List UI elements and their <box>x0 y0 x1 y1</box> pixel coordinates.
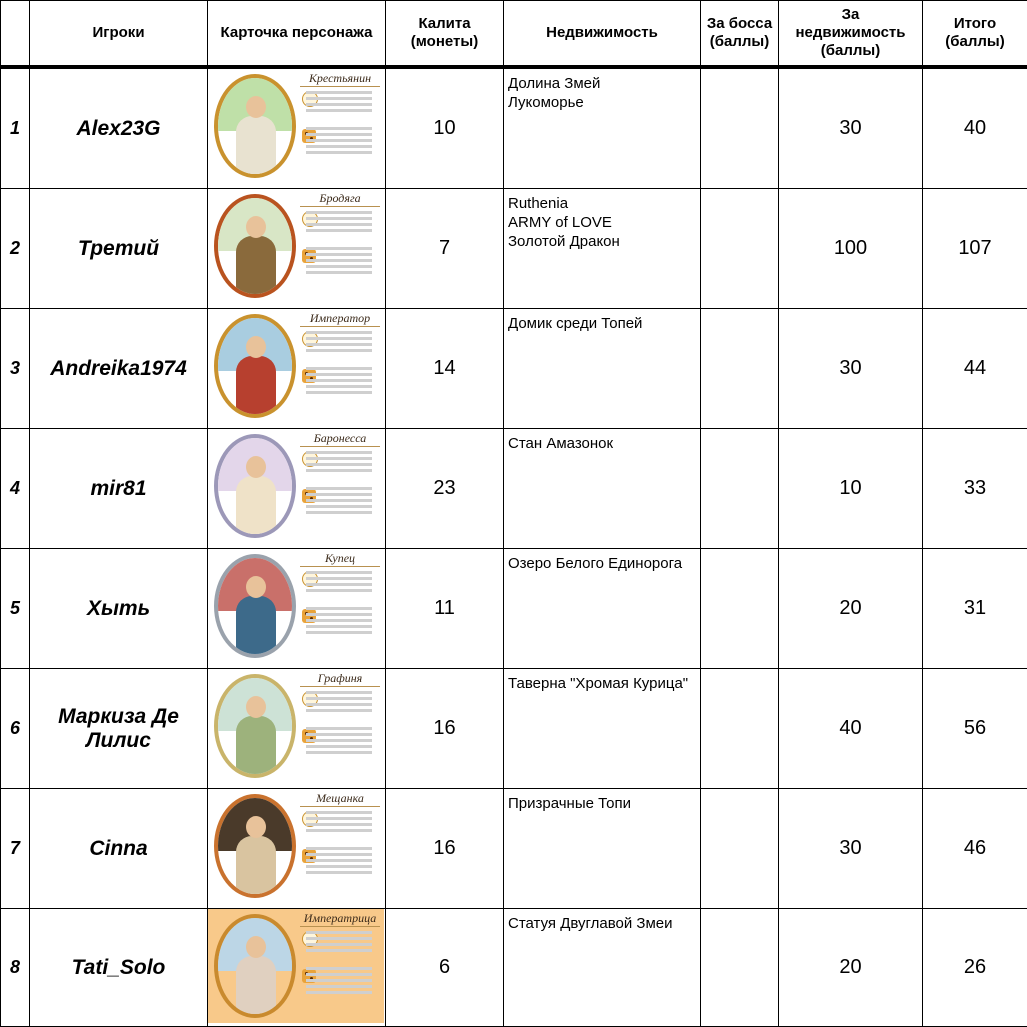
estate-item: Озеро Белого Единорога <box>508 554 696 573</box>
card-text-line <box>306 505 372 508</box>
character-card <box>208 789 386 909</box>
boss-points <box>701 189 779 309</box>
card-text-line <box>306 91 372 94</box>
estate-item: Статуя Двуглавой Змеи <box>508 914 696 933</box>
coins-value: 7 <box>386 189 504 309</box>
estate-points: 40 <box>779 669 923 789</box>
card-text-line <box>306 853 372 856</box>
coins-value: 11 <box>386 549 504 669</box>
table-row <box>1 669 1027 789</box>
card-image <box>208 189 384 303</box>
card-image <box>208 549 384 663</box>
card-text-line <box>306 613 372 616</box>
table-row <box>1 429 1027 549</box>
card-text-line <box>306 97 372 100</box>
card-text-line <box>306 847 372 850</box>
character-card <box>208 309 386 429</box>
row-number: 5 <box>1 549 30 669</box>
row-number: 3 <box>1 309 30 429</box>
card-text-line <box>306 487 372 490</box>
estate-item: Стан Амазонок <box>508 434 696 453</box>
card-text-line <box>306 697 372 700</box>
card-text-line <box>306 373 372 376</box>
card-text-line <box>306 751 372 754</box>
estate-list <box>504 67 701 189</box>
character-card <box>208 669 386 789</box>
header-character-card: Карточка персонажа <box>208 1 386 68</box>
table-row <box>1 189 1027 309</box>
total-points: 56 <box>923 669 1027 789</box>
card-text-line <box>306 367 372 370</box>
coins-value: 14 <box>386 309 504 429</box>
row-number: 4 <box>1 429 30 549</box>
table-body <box>1 67 1027 1027</box>
card-text-line <box>306 151 372 154</box>
portrait-figure <box>236 476 276 538</box>
card-text-line <box>306 133 372 136</box>
portrait-figure <box>236 236 276 298</box>
card-image <box>208 909 384 1023</box>
card-text-line <box>306 967 372 970</box>
card-text-line <box>306 271 372 274</box>
estate-list <box>504 549 701 669</box>
card-image <box>208 309 384 423</box>
table-row <box>1 67 1027 189</box>
table-row <box>1 549 1027 669</box>
character-card <box>208 67 386 189</box>
card-text-line <box>306 223 372 226</box>
boss-points <box>701 429 779 549</box>
card-text-line <box>306 583 372 586</box>
card-text-line <box>306 457 372 460</box>
card-text-line <box>306 145 372 148</box>
portrait-figure <box>236 596 276 658</box>
estate-points: 100 <box>779 189 923 309</box>
row-number: 8 <box>1 909 30 1027</box>
card-text-line <box>306 469 372 472</box>
character-card <box>208 909 386 1027</box>
card-text-line <box>306 463 372 466</box>
card-text-line <box>306 247 372 250</box>
card-text-line <box>306 991 372 994</box>
card-text-line <box>306 265 372 268</box>
card-text-line <box>306 943 372 946</box>
card-text-line <box>306 607 372 610</box>
estate-item: Золотой Дракон <box>508 232 696 251</box>
card-text-line <box>306 229 372 232</box>
card-text-line <box>306 589 372 592</box>
estate-item: ARMY of LOVE <box>508 213 696 232</box>
total-points: 107 <box>923 189 1027 309</box>
boss-points <box>701 549 779 669</box>
character-portrait <box>214 194 296 298</box>
character-portrait <box>214 314 296 418</box>
card-text-line <box>306 127 372 130</box>
portrait-figure <box>236 956 276 1018</box>
coins-value: 16 <box>386 669 504 789</box>
card-title: Император <box>300 311 380 327</box>
total-points: 31 <box>923 549 1027 669</box>
card-title: Крестьянин <box>300 71 380 87</box>
card-text-line <box>306 385 372 388</box>
card-title: Графиня <box>300 671 380 687</box>
card-text-line <box>306 985 372 988</box>
card-text-line <box>306 973 372 976</box>
character-portrait <box>214 794 296 898</box>
card-text-line <box>306 349 372 352</box>
card-text-line <box>306 451 372 454</box>
estate-points: 10 <box>779 429 923 549</box>
row-number: 7 <box>1 789 30 909</box>
card-text-line <box>306 217 372 220</box>
boss-points <box>701 669 779 789</box>
table-row <box>1 309 1027 429</box>
estate-list <box>504 909 701 1027</box>
total-points: 40 <box>923 67 1027 189</box>
player-name: Маркиза Де Лилис <box>30 669 208 789</box>
portrait-head <box>246 96 266 118</box>
card-text-line <box>306 109 372 112</box>
boss-points <box>701 909 779 1027</box>
card-image <box>208 429 384 543</box>
card-text-line <box>306 709 372 712</box>
row-number: 6 <box>1 669 30 789</box>
card-text-line <box>306 253 372 256</box>
character-portrait <box>214 74 296 178</box>
character-portrait <box>214 914 296 1018</box>
card-image <box>208 69 384 183</box>
header-estate-points: За недвижимость (баллы) <box>779 1 923 68</box>
estate-item: Лукоморье <box>508 93 696 112</box>
estate-item: Призрачные Топи <box>508 794 696 813</box>
card-text-line <box>306 823 372 826</box>
row-number: 2 <box>1 189 30 309</box>
estate-item: Домик среди Топей <box>508 314 696 333</box>
estate-points: 30 <box>779 67 923 189</box>
card-text-line <box>306 625 372 628</box>
header-coins: Калита (монеты) <box>386 1 504 68</box>
estate-points: 20 <box>779 909 923 1027</box>
card-text-line <box>306 733 372 736</box>
estate-item: Долина Змей <box>508 74 696 93</box>
header-total: Итого (баллы) <box>923 1 1027 68</box>
portrait-figure <box>236 356 276 418</box>
card-text-line <box>306 949 372 952</box>
row-number: 1 <box>1 67 30 189</box>
card-text-line <box>306 871 372 874</box>
header-players: Игроки <box>30 1 208 68</box>
card-text-line <box>306 979 372 982</box>
estate-item: Таверна "Хромая Курица" <box>508 674 696 693</box>
character-card <box>208 429 386 549</box>
card-text-line <box>306 859 372 862</box>
card-text-line <box>306 865 372 868</box>
portrait-head <box>246 936 266 958</box>
portrait-head <box>246 576 266 598</box>
card-image <box>208 669 384 783</box>
estate-points: 30 <box>779 789 923 909</box>
portrait-figure <box>236 836 276 898</box>
coins-value: 6 <box>386 909 504 1027</box>
portrait-head <box>246 816 266 838</box>
card-text-line <box>306 391 372 394</box>
portrait-head <box>246 216 266 238</box>
boss-points <box>701 789 779 909</box>
card-text-line <box>306 937 372 940</box>
card-title: Баронесса <box>300 431 380 447</box>
card-text-line <box>306 811 372 814</box>
boss-points <box>701 309 779 429</box>
portrait-figure <box>236 716 276 778</box>
card-text-line <box>306 691 372 694</box>
character-portrait <box>214 554 296 658</box>
player-name: mir81 <box>30 429 208 549</box>
character-portrait <box>214 674 296 778</box>
coins-value: 16 <box>386 789 504 909</box>
card-title: Бродяга <box>300 191 380 207</box>
portrait-figure <box>236 116 276 178</box>
header-boss: За босса (баллы) <box>701 1 779 68</box>
card-text-line <box>306 829 372 832</box>
portrait-head <box>246 696 266 718</box>
coins-value: 23 <box>386 429 504 549</box>
card-text-line <box>306 211 372 214</box>
boss-points <box>701 67 779 189</box>
total-points: 33 <box>923 429 1027 549</box>
total-points: 46 <box>923 789 1027 909</box>
table-row <box>1 789 1027 909</box>
card-text-line <box>306 499 372 502</box>
estate-list <box>504 789 701 909</box>
card-text-line <box>306 577 372 580</box>
estate-points: 30 <box>779 309 923 429</box>
card-text-line <box>306 817 372 820</box>
card-text-line <box>306 619 372 622</box>
card-text-line <box>306 703 372 706</box>
card-text-line <box>306 103 372 106</box>
card-text-line <box>306 337 372 340</box>
card-text-line <box>306 571 372 574</box>
card-text-line <box>306 931 372 934</box>
estate-list <box>504 189 701 309</box>
table-row <box>1 909 1027 1027</box>
total-points: 44 <box>923 309 1027 429</box>
estate-list <box>504 429 701 549</box>
card-title: Императрица <box>300 911 380 927</box>
estate-list <box>504 669 701 789</box>
card-text-line <box>306 331 372 334</box>
card-text-line <box>306 727 372 730</box>
card-text-line <box>306 379 372 382</box>
header-row <box>1 1 1027 68</box>
player-name: Хыть <box>30 549 208 669</box>
total-points: 26 <box>923 909 1027 1027</box>
portrait-head <box>246 336 266 358</box>
card-title: Мещанка <box>300 791 380 807</box>
card-title: Купец <box>300 551 380 567</box>
header-number <box>1 1 30 68</box>
card-text-line <box>306 493 372 496</box>
player-name: Третий <box>30 189 208 309</box>
estate-item: Ruthenia <box>508 194 696 213</box>
card-text-line <box>306 259 372 262</box>
card-text-line <box>306 631 372 634</box>
card-text-line <box>306 343 372 346</box>
player-name: Andreika1974 <box>30 309 208 429</box>
estate-points: 20 <box>779 549 923 669</box>
character-card <box>208 549 386 669</box>
character-portrait <box>214 434 296 538</box>
card-text-line <box>306 511 372 514</box>
card-text-line <box>306 139 372 142</box>
estate-list <box>504 309 701 429</box>
card-image <box>208 789 384 903</box>
card-text-line <box>306 745 372 748</box>
player-name: Alex23G <box>30 67 208 189</box>
header-estate: Недвижимость <box>504 1 701 68</box>
portrait-head <box>246 456 266 478</box>
card-text-line <box>306 739 372 742</box>
player-name: Cinna <box>30 789 208 909</box>
character-card <box>208 189 386 309</box>
player-name: Tati_Solo <box>30 909 208 1027</box>
coins-value: 10 <box>386 67 504 189</box>
